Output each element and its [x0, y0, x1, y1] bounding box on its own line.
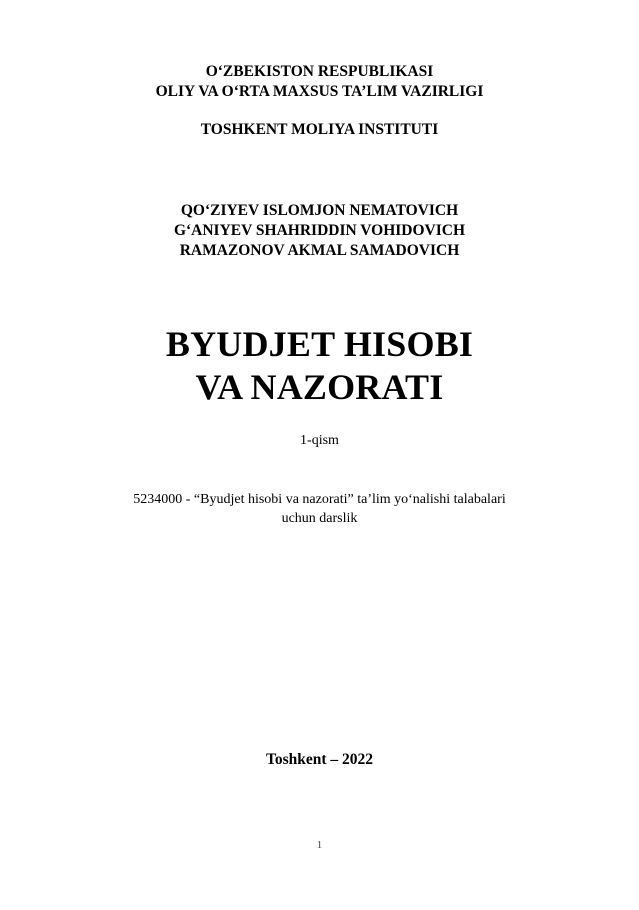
institute-heading: TOSHKENT MOLIYA INSTITUTI — [200, 121, 439, 138]
description-line-1: 5234000 - “Byudjet hisobi va nazorati” ta’lim yo‘nalishi talabalari — [133, 492, 506, 507]
author-name: QO‘ZIYEV ISLOMJON NEMATOVICH — [180, 202, 459, 219]
book-title-line-2: VA NAZORATI — [195, 367, 444, 407]
author-name: G‘ANIYEV SHAHRIDDIN VOHIDOVICH — [173, 222, 466, 239]
book-title-line-1: BYUDJET HISOBI — [165, 324, 474, 364]
page-number: 1 — [316, 839, 323, 851]
part-label: 1-qism — [300, 433, 339, 448]
city-year: Toshkent – 2022 — [265, 751, 374, 768]
country-heading: O‘ZBEKISTON RESPUBLIKASI — [205, 63, 434, 80]
ministry-heading: OLIY VA O‘RTA MAXSUS TA’LIM VAZIRLIGI — [155, 83, 484, 100]
author-name: RAMAZONOV AKMAL SAMADOVICH — [179, 242, 460, 259]
description-line-2: uchun darslik — [281, 511, 358, 526]
